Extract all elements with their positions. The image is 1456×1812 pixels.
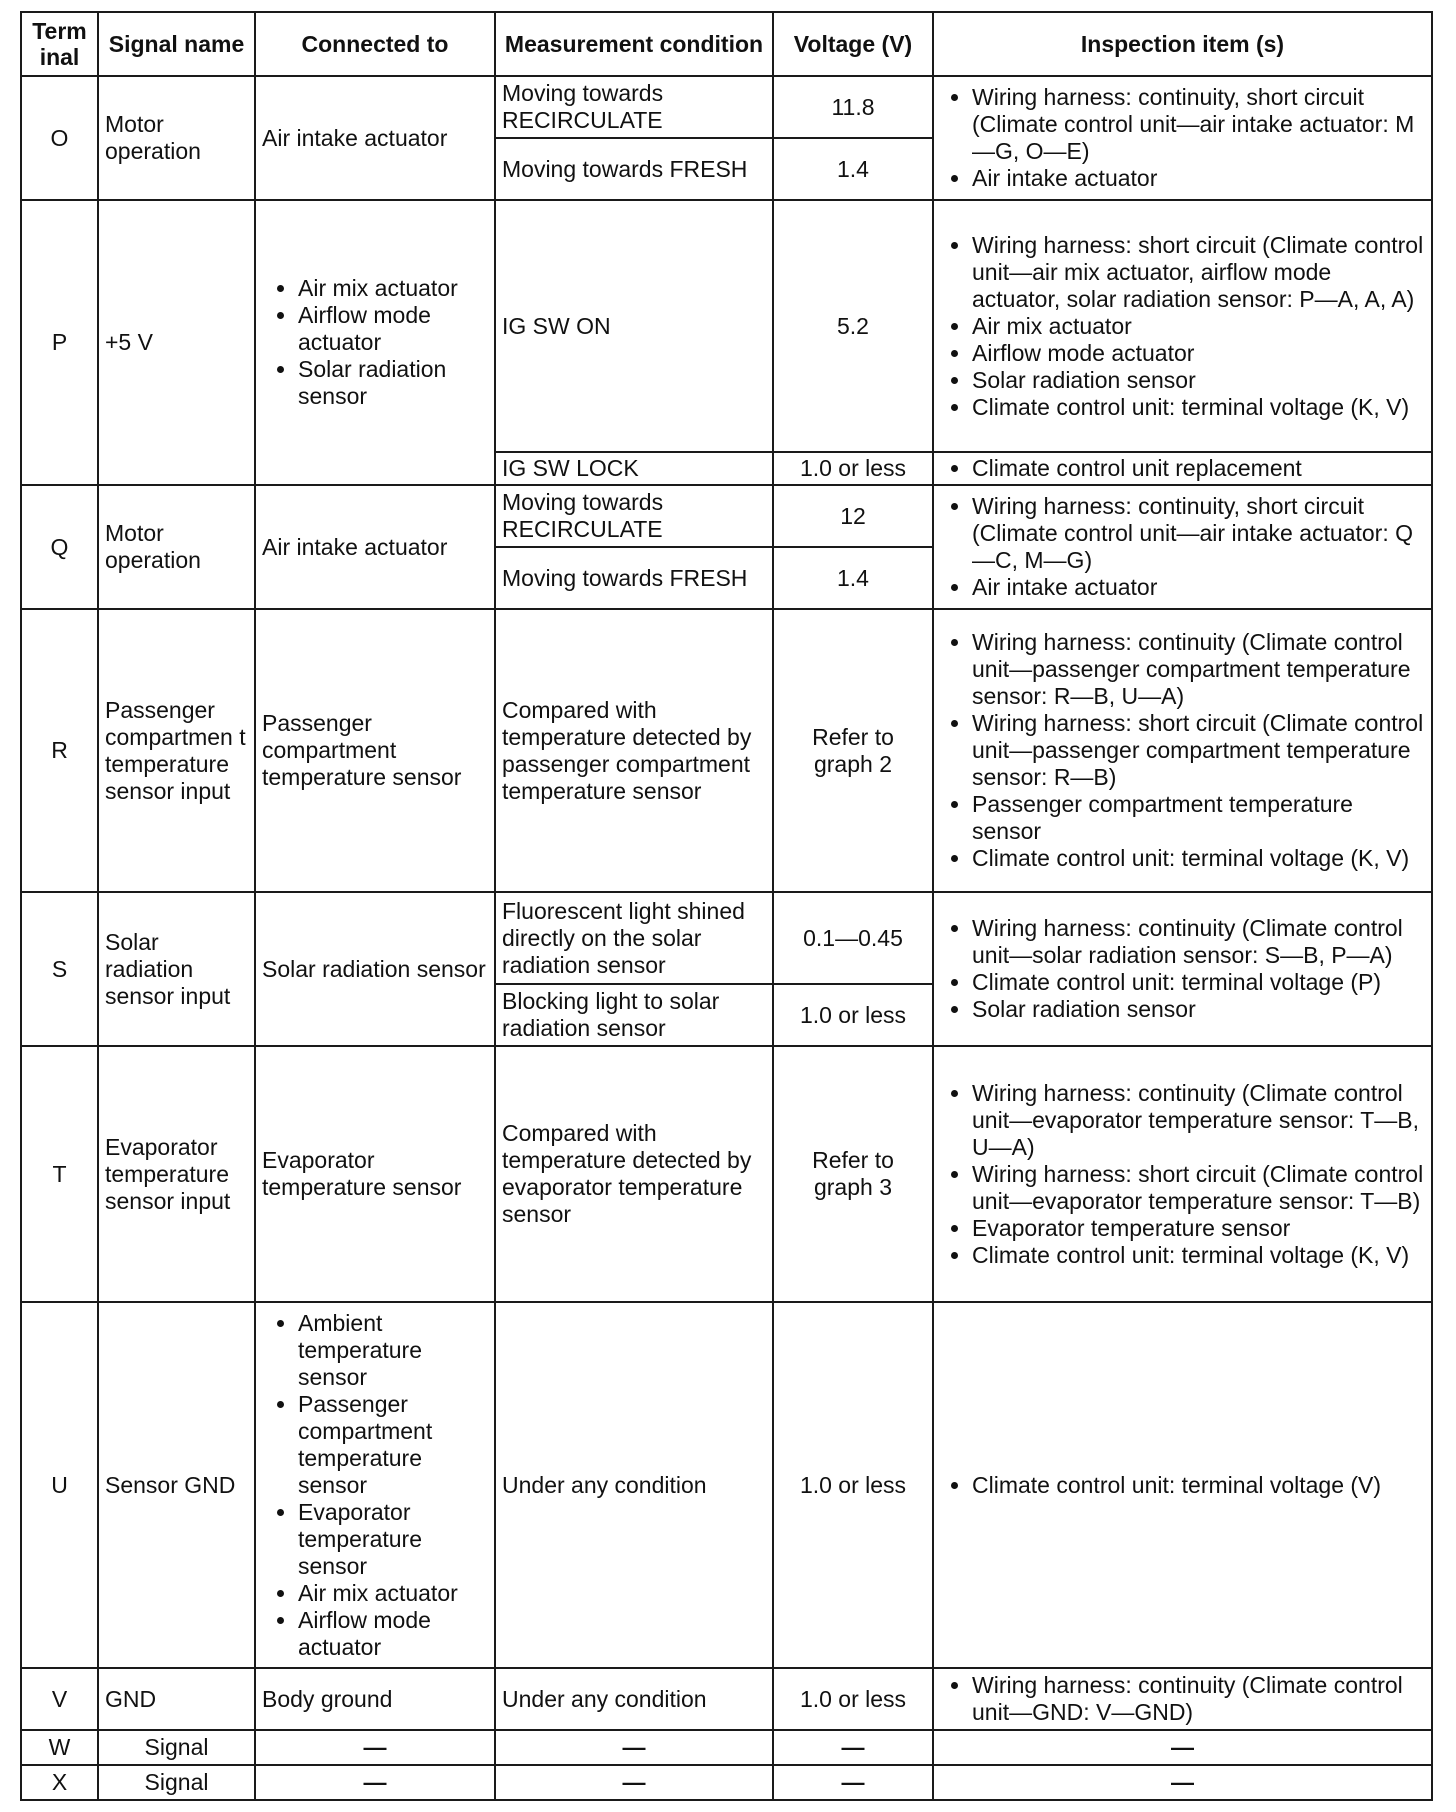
connected-to-cell: Solar radiation sensor	[255, 892, 495, 1046]
voltage-cell: 1.0 or less	[773, 984, 933, 1046]
terminal-cell: R	[21, 609, 98, 892]
inspection-cell	[933, 485, 1432, 609]
inspection-list	[940, 84, 1425, 192]
list-item: • Wiring harness: continuity (Climate control unit—passenger compartment temperature sensor: R—B, U—A)	[972, 629, 1425, 710]
signal-name-cell: Sensor GND	[98, 1302, 255, 1668]
inspection-list	[940, 455, 1425, 482]
inspection-list	[940, 232, 1425, 421]
voltage-cell: 1.4	[773, 547, 933, 609]
inspection-cell: —	[933, 1765, 1432, 1800]
header-inspection: Inspection item (s)	[933, 12, 1432, 76]
signal-name-cell: Motor operation	[98, 485, 255, 609]
list-item: • Airflow mode actuator	[972, 340, 1425, 367]
voltage-cell: 5.2	[773, 200, 933, 452]
list-item: • Air intake actuator	[972, 574, 1425, 601]
voltage-cell: 12	[773, 485, 933, 547]
voltage-cell: 1.0 or less	[773, 1302, 933, 1668]
table-row	[21, 1765, 1432, 1800]
inspection-list	[940, 1672, 1425, 1726]
inspection-list	[940, 493, 1425, 601]
header-voltage: Voltage (V)	[773, 12, 933, 76]
list-item: • Climate control unit: terminal voltage (V)	[972, 1472, 1425, 1499]
list-item: • Wiring harness: short circuit (Climate control unit—evaporator temperature sensor: T—B)	[972, 1161, 1425, 1215]
condition-cell: Fluorescent light shined directly on the solar radiation sensor	[495, 892, 773, 984]
inspection-list	[940, 629, 1425, 872]
terminal-cell: P	[21, 200, 98, 485]
condition-cell: Under any condition	[495, 1302, 773, 1668]
signal-name-cell: Solar radiation sensor input	[98, 892, 255, 1046]
inspection-list	[940, 915, 1425, 1023]
voltage-cell: —	[773, 1765, 933, 1800]
list-item: • Air mix actuator	[972, 313, 1425, 340]
inspection-list	[940, 1472, 1425, 1499]
list-item: • Airflow mode actuator	[298, 1607, 488, 1661]
list-item: • Wiring harness: continuity, short circuit (Climate control unit—air intake actuator: Q—C, M—G)	[972, 493, 1425, 574]
connected-to-cell	[255, 200, 495, 485]
list-item: • Climate control unit: terminal voltage (P)	[972, 969, 1425, 996]
list-item: • Solar radiation sensor	[972, 367, 1425, 394]
voltage-cell: —	[773, 1730, 933, 1765]
list-item: • Evaporator temperature sensor	[972, 1215, 1425, 1242]
signal-name-cell: Motor operation	[98, 76, 255, 200]
list-item: • Wiring harness: short circuit (Climate control unit—passenger compartment temperature sensor: R—B)	[972, 710, 1425, 791]
condition-cell: Compared with temperature detected by passenger compartment temperature sensor	[495, 609, 773, 892]
table-row	[21, 76, 1432, 138]
header-terminal: Term inal	[21, 12, 98, 76]
list-item: • Evaporator temperature sensor	[298, 1499, 488, 1580]
terminal-cell: X	[21, 1765, 98, 1800]
condition-cell: Moving towards RECIRCULATE	[495, 76, 773, 138]
voltage-cell: 1.0 or less	[773, 452, 933, 485]
table-row	[21, 1668, 1432, 1730]
connected-to-cell: —	[255, 1765, 495, 1800]
inspection-cell	[933, 1668, 1432, 1730]
table-row	[21, 892, 1432, 984]
list-item: • Wiring harness: short circuit (Climate control unit—air mix actuator, airflow mode actuator, solar radiation sensor: P—A, A, A)	[972, 232, 1425, 313]
list-item: • Solar radiation sensor	[298, 356, 488, 410]
condition-cell: IG SW ON	[495, 200, 773, 452]
voltage-cell: Refer to graph 3	[773, 1046, 933, 1302]
list-item: • Air mix actuator	[298, 275, 488, 302]
voltage-cell: 1.4	[773, 138, 933, 200]
list-item: • Wiring harness: continuity (Climate control unit—evaporator temperature sensor: T—B, U—A)	[972, 1080, 1425, 1161]
connected-to-cell: Body ground	[255, 1668, 495, 1730]
condition-cell: IG SW LOCK	[495, 452, 773, 485]
connected-list	[262, 1310, 488, 1661]
inspection-cell	[933, 452, 1432, 485]
header-signal-name: Signal name	[98, 12, 255, 76]
connected-to-cell: Passenger compartment temperature sensor	[255, 609, 495, 892]
inspection-cell	[933, 1302, 1432, 1668]
voltage-cell: 0.1—0.45	[773, 892, 933, 984]
header-row	[21, 12, 1432, 76]
terminal-cell: Q	[21, 485, 98, 609]
signal-name-cell: GND	[98, 1668, 255, 1730]
list-item: • Climate control unit: terminal voltage (K, V)	[972, 845, 1425, 872]
condition-cell: —	[495, 1730, 773, 1765]
table-row	[21, 1730, 1432, 1765]
terminal-cell: V	[21, 1668, 98, 1730]
condition-cell: Blocking light to solar radiation sensor	[495, 984, 773, 1046]
table-row	[21, 485, 1432, 547]
inspection-list	[940, 1080, 1425, 1269]
connected-to-cell	[255, 1302, 495, 1668]
list-item: • Ambient temperature sensor	[298, 1310, 488, 1391]
inspection-cell	[933, 609, 1432, 892]
table-row	[21, 609, 1432, 892]
inspection-cell: —	[933, 1730, 1432, 1765]
voltage-cell: 11.8	[773, 76, 933, 138]
list-item: • Air intake actuator	[972, 165, 1425, 192]
list-item: • Wiring harness: continuity (Climate control unit—GND: V—GND)	[972, 1672, 1425, 1726]
list-item: • Climate control unit replacement	[972, 455, 1425, 482]
condition-cell: Moving towards RECIRCULATE	[495, 485, 773, 547]
signal-name-cell: Signal	[98, 1765, 255, 1800]
signal-name-cell: Passenger compartmen t temperature sensor input	[98, 609, 255, 892]
terminal-cell: T	[21, 1046, 98, 1302]
voltage-cell: Refer to graph 2	[773, 609, 933, 892]
terminal-cell: W	[21, 1730, 98, 1765]
list-item: • Airflow mode actuator	[298, 302, 488, 356]
table-row	[21, 200, 1432, 452]
list-item: • Climate control unit: terminal voltage (K, V)	[972, 1242, 1425, 1269]
list-item: • Passenger compartment temperature sensor	[298, 1391, 488, 1499]
list-item: • Solar radiation sensor	[972, 996, 1425, 1023]
list-item: • Air mix actuator	[298, 1580, 488, 1607]
connected-list	[262, 275, 488, 410]
inspection-cell	[933, 892, 1432, 1046]
list-item: • Wiring harness: continuity, short circuit (Climate control unit—air intake actuator: M—G, O—E)	[972, 84, 1425, 165]
condition-cell: Compared with temperature detected by evaporator temperature sensor	[495, 1046, 773, 1302]
terminal-cell: S	[21, 892, 98, 1046]
header-connected-to: Connected to	[255, 12, 495, 76]
list-item: • Wiring harness: continuity (Climate control unit—solar radiation sensor: S—B, P—A)	[972, 915, 1425, 969]
list-item: • Passenger compartment temperature sensor	[972, 791, 1425, 845]
voltage-cell: 1.0 or less	[773, 1668, 933, 1730]
signal-name-cell: Evaporator temperature sensor input	[98, 1046, 255, 1302]
signal-name-cell: +5 V	[98, 200, 255, 485]
table-row	[21, 1046, 1432, 1302]
inspection-cell	[933, 1046, 1432, 1302]
condition-cell: Under any condition	[495, 1668, 773, 1730]
terminal-cell: U	[21, 1302, 98, 1668]
connected-to-cell: Air intake actuator	[255, 76, 495, 200]
terminal-spec-table	[20, 11, 1433, 1801]
inspection-cell	[933, 200, 1432, 452]
connected-to-cell: Air intake actuator	[255, 485, 495, 609]
list-item: • Climate control unit: terminal voltage (K, V)	[972, 394, 1425, 421]
connected-to-cell: Evaporator temperature sensor	[255, 1046, 495, 1302]
inspection-cell	[933, 76, 1432, 200]
signal-name-cell: Signal	[98, 1730, 255, 1765]
table-row	[21, 1302, 1432, 1668]
connected-to-cell: —	[255, 1730, 495, 1765]
header-measurement-condition: Measurement condition	[495, 12, 773, 76]
condition-cell: Moving towards FRESH	[495, 138, 773, 200]
terminal-cell: O	[21, 76, 98, 200]
condition-cell: Moving towards FRESH	[495, 547, 773, 609]
condition-cell: —	[495, 1765, 773, 1800]
